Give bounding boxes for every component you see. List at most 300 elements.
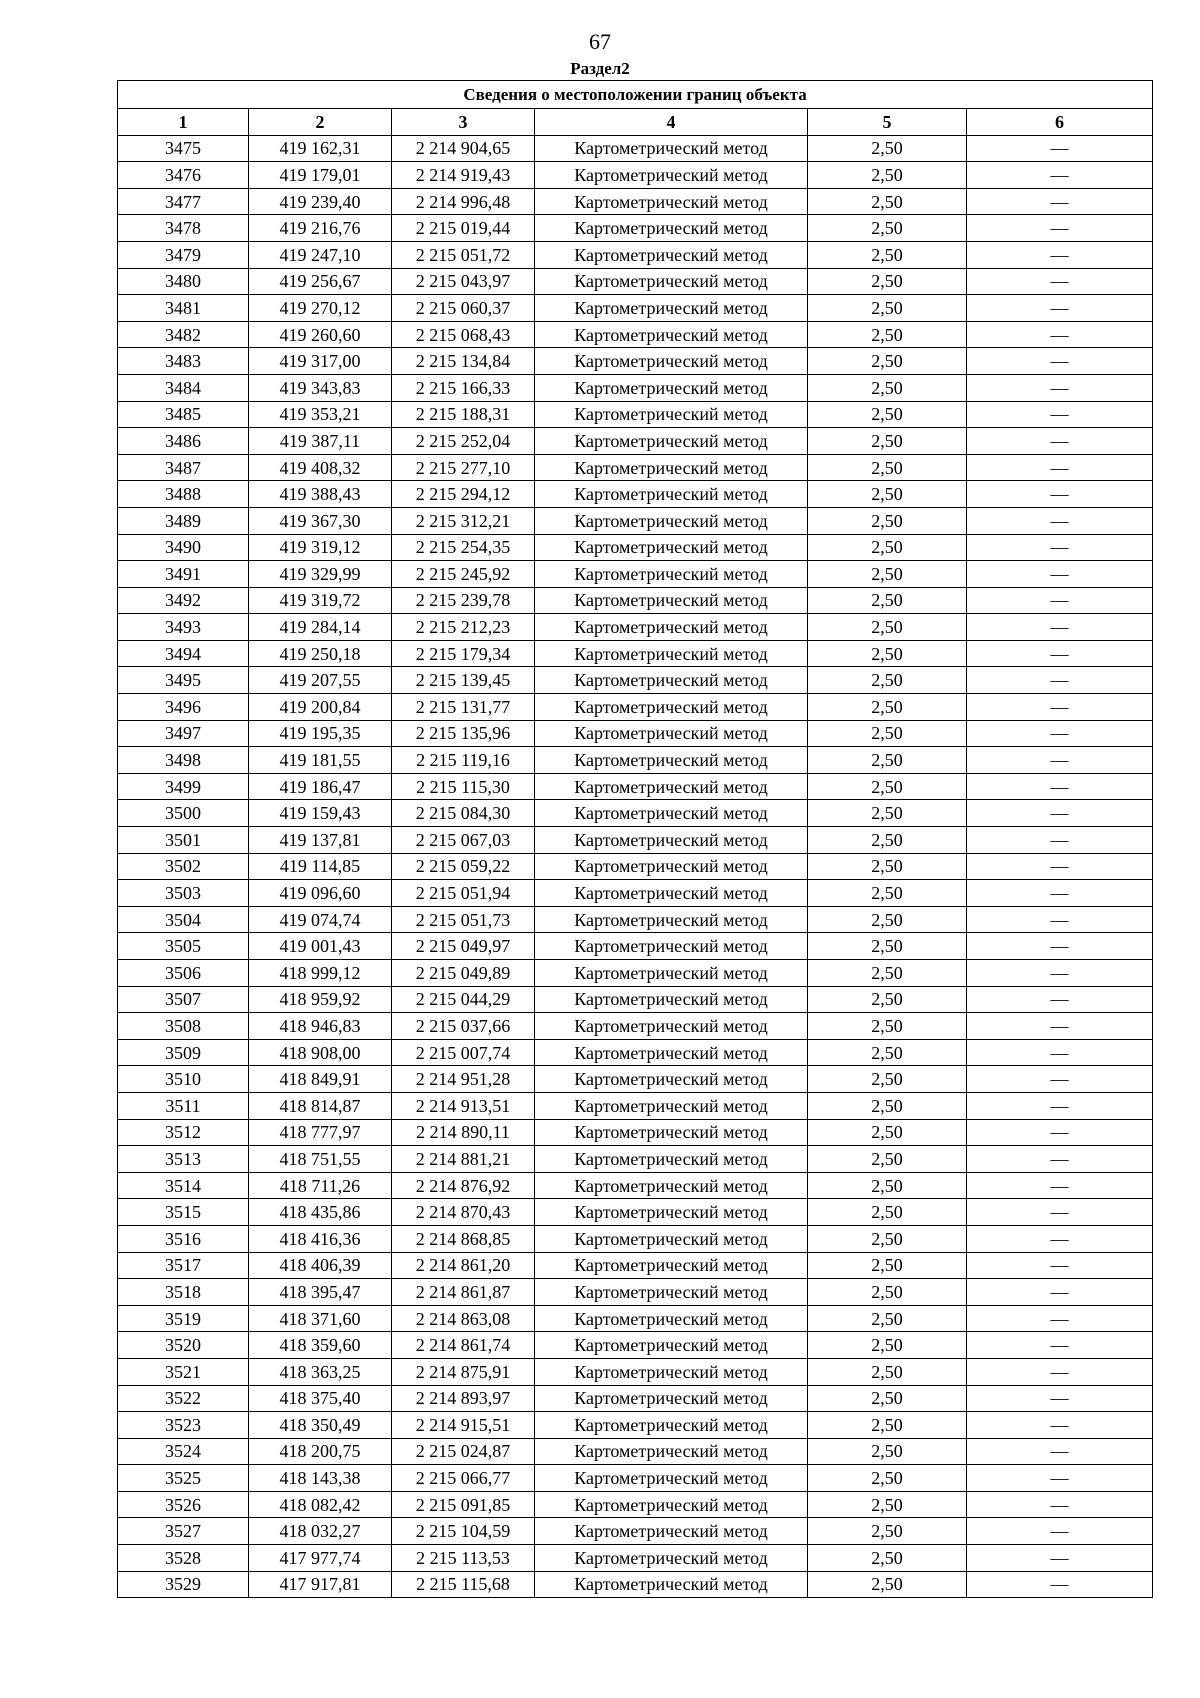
y-coordinate-cell: 2 214 861,20 — [392, 1252, 535, 1279]
point-number-cell: 3495 — [118, 667, 249, 694]
table-row — [118, 1518, 1153, 1545]
table-row — [118, 321, 1153, 348]
point-number-cell: 3528 — [118, 1545, 249, 1572]
table-row — [118, 1172, 1153, 1199]
point-number-cell: 3525 — [118, 1465, 249, 1492]
page-number: 67 — [589, 29, 611, 54]
note-cell: — — [967, 215, 1153, 242]
note-cell: — — [967, 694, 1153, 721]
y-coordinate-cell: 2 215 119,16 — [392, 747, 535, 774]
y-coordinate-cell: 2 215 049,97 — [392, 933, 535, 960]
method-cell: Картометрический метод — [535, 1092, 808, 1119]
precision-cell: 2,50 — [808, 667, 967, 694]
x-coordinate-cell: 419 195,35 — [249, 720, 392, 747]
precision-cell: 2,50 — [808, 587, 967, 614]
column-header: 5 — [808, 109, 967, 136]
y-coordinate-cell: 2 215 066,77 — [392, 1465, 535, 1492]
method-cell: Картометрический метод — [535, 747, 808, 774]
precision-cell: 2,50 — [808, 374, 967, 401]
table-row — [118, 188, 1153, 215]
table-row — [118, 773, 1153, 800]
x-coordinate-cell: 418 416,36 — [249, 1225, 392, 1252]
y-coordinate-cell: 2 215 277,10 — [392, 454, 535, 481]
table-row — [118, 1332, 1153, 1359]
precision-cell: 2,50 — [808, 1545, 967, 1572]
y-coordinate-cell: 2 214 951,28 — [392, 1066, 535, 1093]
point-number-cell: 3484 — [118, 374, 249, 401]
y-coordinate-cell: 2 215 024,87 — [392, 1438, 535, 1465]
method-cell: Картометрический метод — [535, 1332, 808, 1359]
x-coordinate-cell: 419 329,99 — [249, 561, 392, 588]
point-number-cell: 3475 — [118, 135, 249, 162]
method-cell: Картометрический метод — [535, 135, 808, 162]
y-coordinate-cell: 2 215 051,94 — [392, 880, 535, 907]
note-cell: — — [967, 933, 1153, 960]
x-coordinate-cell: 419 162,31 — [249, 135, 392, 162]
y-coordinate-cell: 2 215 312,21 — [392, 507, 535, 534]
table-row — [118, 694, 1153, 721]
method-cell: Картометрический метод — [535, 667, 808, 694]
note-cell: — — [967, 1438, 1153, 1465]
method-cell: Картометрический метод — [535, 720, 808, 747]
precision-cell: 2,50 — [808, 1332, 967, 1359]
y-coordinate-cell: 2 215 084,30 — [392, 800, 535, 827]
point-number-cell: 3504 — [118, 906, 249, 933]
method-cell: Картометрический метод — [535, 640, 808, 667]
note-cell: — — [967, 1385, 1153, 1412]
note-cell: — — [967, 800, 1153, 827]
precision-cell: 2,50 — [808, 1518, 967, 1545]
x-coordinate-cell: 419 319,12 — [249, 534, 392, 561]
method-cell: Картометрический метод — [535, 321, 808, 348]
x-coordinate-cell: 418 395,47 — [249, 1279, 392, 1306]
method-cell: Картометрический метод — [535, 1412, 808, 1439]
note-cell: — — [967, 667, 1153, 694]
note-cell: — — [967, 1225, 1153, 1252]
y-coordinate-cell: 2 215 252,04 — [392, 428, 535, 455]
y-coordinate-cell: 2 214 904,65 — [392, 135, 535, 162]
note-cell: — — [967, 1279, 1153, 1306]
table-row — [118, 507, 1153, 534]
x-coordinate-cell: 419 270,12 — [249, 295, 392, 322]
precision-cell: 2,50 — [808, 321, 967, 348]
precision-cell: 2,50 — [808, 1438, 967, 1465]
y-coordinate-cell: 2 214 881,21 — [392, 1146, 535, 1173]
table-row — [118, 614, 1153, 641]
precision-cell: 2,50 — [808, 1465, 967, 1492]
point-number-cell: 3510 — [118, 1066, 249, 1093]
note-cell: — — [967, 1571, 1153, 1598]
note-cell: — — [967, 295, 1153, 322]
method-cell: Картометрический метод — [535, 986, 808, 1013]
method-cell: Картометрический метод — [535, 215, 808, 242]
precision-cell: 2,50 — [808, 561, 967, 588]
method-cell: Картометрический метод — [535, 1571, 808, 1598]
point-number-cell: 3493 — [118, 614, 249, 641]
table-row — [118, 1066, 1153, 1093]
method-cell: Картометрический метод — [535, 561, 808, 588]
method-cell: Картометрический метод — [535, 374, 808, 401]
precision-cell: 2,50 — [808, 906, 967, 933]
y-coordinate-cell: 2 215 044,29 — [392, 986, 535, 1013]
column-header: 1 — [118, 109, 249, 136]
point-number-cell: 3515 — [118, 1199, 249, 1226]
note-cell: — — [967, 720, 1153, 747]
x-coordinate-cell: 419 284,14 — [249, 614, 392, 641]
method-cell: Картометрический метод — [535, 1545, 808, 1572]
note-cell: — — [967, 534, 1153, 561]
method-cell: Картометрический метод — [535, 295, 808, 322]
method-cell: Картометрический метод — [535, 694, 808, 721]
table-row — [118, 241, 1153, 268]
x-coordinate-cell: 418 200,75 — [249, 1438, 392, 1465]
point-number-cell: 3508 — [118, 1013, 249, 1040]
y-coordinate-cell: 2 214 915,51 — [392, 1412, 535, 1439]
note-cell: — — [967, 1066, 1153, 1093]
x-coordinate-cell: 419 239,40 — [249, 188, 392, 215]
x-coordinate-cell: 418 363,25 — [249, 1358, 392, 1385]
method-cell: Картометрический метод — [535, 853, 808, 880]
x-coordinate-cell: 419 367,30 — [249, 507, 392, 534]
x-coordinate-cell: 418 435,86 — [249, 1199, 392, 1226]
precision-cell: 2,50 — [808, 241, 967, 268]
point-number-cell: 3502 — [118, 853, 249, 880]
table-row — [118, 401, 1153, 428]
note-cell: — — [967, 374, 1153, 401]
point-number-cell: 3529 — [118, 1571, 249, 1598]
x-coordinate-cell: 417 917,81 — [249, 1571, 392, 1598]
x-coordinate-cell: 419 207,55 — [249, 667, 392, 694]
column-header: 4 — [535, 109, 808, 136]
note-cell: — — [967, 561, 1153, 588]
boundary-coordinates-table — [117, 80, 1153, 1598]
method-cell: Картометрический метод — [535, 454, 808, 481]
x-coordinate-cell: 418 751,55 — [249, 1146, 392, 1173]
x-coordinate-cell: 419 250,18 — [249, 640, 392, 667]
x-coordinate-cell: 418 032,27 — [249, 1518, 392, 1545]
note-cell: — — [967, 1039, 1153, 1066]
y-coordinate-cell: 2 215 245,92 — [392, 561, 535, 588]
note-cell: — — [967, 1412, 1153, 1439]
table-row — [118, 295, 1153, 322]
column-header: 3 — [392, 109, 535, 136]
point-number-cell: 3518 — [118, 1279, 249, 1306]
point-number-cell: 3488 — [118, 481, 249, 508]
precision-cell: 2,50 — [808, 1199, 967, 1226]
x-coordinate-cell: 418 143,38 — [249, 1465, 392, 1492]
table-row — [118, 374, 1153, 401]
note-cell: — — [967, 960, 1153, 987]
table-row — [118, 1013, 1153, 1040]
column-header: 2 — [249, 109, 392, 136]
y-coordinate-cell: 2 215 139,45 — [392, 667, 535, 694]
table-row — [118, 800, 1153, 827]
method-cell: Картометрический метод — [535, 481, 808, 508]
table-row — [118, 880, 1153, 907]
table-row — [118, 587, 1153, 614]
point-number-cell: 3492 — [118, 587, 249, 614]
table-row — [118, 1385, 1153, 1412]
point-number-cell: 3521 — [118, 1358, 249, 1385]
point-number-cell: 3520 — [118, 1332, 249, 1359]
column-header: 6 — [967, 109, 1153, 136]
precision-cell: 2,50 — [808, 135, 967, 162]
x-coordinate-cell: 419 159,43 — [249, 800, 392, 827]
precision-cell: 2,50 — [808, 268, 967, 295]
note-cell: — — [967, 162, 1153, 189]
precision-cell: 2,50 — [808, 428, 967, 455]
x-coordinate-cell: 418 359,60 — [249, 1332, 392, 1359]
y-coordinate-cell: 2 214 875,91 — [392, 1358, 535, 1385]
table-caption: Сведения о местоположении границ объекта — [118, 81, 1153, 109]
x-coordinate-cell: 418 371,60 — [249, 1305, 392, 1332]
table-row — [118, 1039, 1153, 1066]
precision-cell: 2,50 — [808, 720, 967, 747]
x-coordinate-cell: 419 074,74 — [249, 906, 392, 933]
x-coordinate-cell: 418 406,39 — [249, 1252, 392, 1279]
point-number-cell: 3527 — [118, 1518, 249, 1545]
note-cell: — — [967, 507, 1153, 534]
x-coordinate-cell: 418 814,87 — [249, 1092, 392, 1119]
y-coordinate-cell: 2 215 131,77 — [392, 694, 535, 721]
x-coordinate-cell: 418 999,12 — [249, 960, 392, 987]
precision-cell: 2,50 — [808, 188, 967, 215]
point-number-cell: 3478 — [118, 215, 249, 242]
method-cell: Картометрический метод — [535, 1491, 808, 1518]
x-coordinate-cell: 418 777,97 — [249, 1119, 392, 1146]
method-cell: Картометрический метод — [535, 1146, 808, 1173]
x-coordinate-cell: 419 256,67 — [249, 268, 392, 295]
x-coordinate-cell: 419 114,85 — [249, 853, 392, 880]
x-coordinate-cell: 417 977,74 — [249, 1545, 392, 1572]
point-number-cell: 3499 — [118, 773, 249, 800]
method-cell: Картометрический метод — [535, 614, 808, 641]
precision-cell: 2,50 — [808, 747, 967, 774]
method-cell: Картометрический метод — [535, 1013, 808, 1040]
y-coordinate-cell: 2 215 212,23 — [392, 614, 535, 641]
precision-cell: 2,50 — [808, 162, 967, 189]
precision-cell: 2,50 — [808, 348, 967, 375]
point-number-cell: 3513 — [118, 1146, 249, 1173]
point-number-cell: 3505 — [118, 933, 249, 960]
point-number-cell: 3522 — [118, 1385, 249, 1412]
precision-cell: 2,50 — [808, 1491, 967, 1518]
table-row — [118, 454, 1153, 481]
note-cell: — — [967, 454, 1153, 481]
precision-cell: 2,50 — [808, 880, 967, 907]
y-coordinate-cell: 2 214 890,11 — [392, 1119, 535, 1146]
point-number-cell: 3511 — [118, 1092, 249, 1119]
note-cell: — — [967, 1518, 1153, 1545]
table-caption-row — [118, 81, 1153, 109]
note-cell: — — [967, 428, 1153, 455]
point-number-cell: 3514 — [118, 1172, 249, 1199]
y-coordinate-cell: 2 215 091,85 — [392, 1491, 535, 1518]
method-cell: Картометрический метод — [535, 1385, 808, 1412]
point-number-cell: 3498 — [118, 747, 249, 774]
method-cell: Картометрический метод — [535, 773, 808, 800]
precision-cell: 2,50 — [808, 454, 967, 481]
table-row — [118, 348, 1153, 375]
method-cell: Картометрический метод — [535, 1279, 808, 1306]
y-coordinate-cell: 2 214 863,08 — [392, 1305, 535, 1332]
note-cell: — — [967, 614, 1153, 641]
note-cell: — — [967, 827, 1153, 854]
method-cell: Картометрический метод — [535, 880, 808, 907]
note-cell: — — [967, 880, 1153, 907]
x-coordinate-cell: 418 082,42 — [249, 1491, 392, 1518]
precision-cell: 2,50 — [808, 1146, 967, 1173]
point-number-cell: 3501 — [118, 827, 249, 854]
note-cell: — — [967, 587, 1153, 614]
x-coordinate-cell: 419 353,21 — [249, 401, 392, 428]
note-cell: — — [967, 906, 1153, 933]
note-cell: — — [967, 1146, 1153, 1173]
x-coordinate-cell: 419 200,84 — [249, 694, 392, 721]
y-coordinate-cell: 2 214 861,87 — [392, 1279, 535, 1306]
x-coordinate-cell: 418 375,40 — [249, 1385, 392, 1412]
y-coordinate-cell: 2 215 051,73 — [392, 906, 535, 933]
note-cell: — — [967, 747, 1153, 774]
x-coordinate-cell: 419 216,76 — [249, 215, 392, 242]
note-cell: — — [967, 1332, 1153, 1359]
point-number-cell: 3494 — [118, 640, 249, 667]
point-number-cell: 3482 — [118, 321, 249, 348]
y-coordinate-cell: 2 215 294,12 — [392, 481, 535, 508]
point-number-cell: 3512 — [118, 1119, 249, 1146]
method-cell: Картометрический метод — [535, 1252, 808, 1279]
table-row — [118, 1358, 1153, 1385]
x-coordinate-cell: 419 388,43 — [249, 481, 392, 508]
method-cell: Картометрический метод — [535, 800, 808, 827]
table-row — [118, 667, 1153, 694]
table-row — [118, 1491, 1153, 1518]
method-cell: Картометрический метод — [535, 1119, 808, 1146]
precision-cell: 2,50 — [808, 1172, 967, 1199]
point-number-cell: 3480 — [118, 268, 249, 295]
method-cell: Картометрический метод — [535, 933, 808, 960]
x-coordinate-cell: 419 179,01 — [249, 162, 392, 189]
note-cell: — — [967, 321, 1153, 348]
note-cell: — — [967, 1013, 1153, 1040]
y-coordinate-cell: 2 214 919,43 — [392, 162, 535, 189]
precision-cell: 2,50 — [808, 960, 967, 987]
x-coordinate-cell: 418 946,83 — [249, 1013, 392, 1040]
table-row — [118, 1092, 1153, 1119]
table-row — [118, 1199, 1153, 1226]
precision-cell: 2,50 — [808, 986, 967, 1013]
point-number-cell: 3491 — [118, 561, 249, 588]
y-coordinate-cell: 2 214 876,92 — [392, 1172, 535, 1199]
y-coordinate-cell: 2 215 059,22 — [392, 853, 535, 880]
method-cell: Картометрический метод — [535, 1358, 808, 1385]
table-row — [118, 1305, 1153, 1332]
precision-cell: 2,50 — [808, 1571, 967, 1598]
note-cell: — — [967, 241, 1153, 268]
x-coordinate-cell: 419 247,10 — [249, 241, 392, 268]
precision-cell: 2,50 — [808, 933, 967, 960]
y-coordinate-cell: 2 215 060,37 — [392, 295, 535, 322]
precision-cell: 2,50 — [808, 1013, 967, 1040]
precision-cell: 2,50 — [808, 827, 967, 854]
table-row — [118, 215, 1153, 242]
note-cell: — — [967, 773, 1153, 800]
y-coordinate-cell: 2 214 868,85 — [392, 1225, 535, 1252]
note-cell: — — [967, 1305, 1153, 1332]
x-coordinate-cell: 418 908,00 — [249, 1039, 392, 1066]
precision-cell: 2,50 — [808, 1252, 967, 1279]
table-row — [118, 1225, 1153, 1252]
table-row — [118, 747, 1153, 774]
table-row — [118, 268, 1153, 295]
y-coordinate-cell: 2 215 239,78 — [392, 587, 535, 614]
precision-cell: 2,50 — [808, 1305, 967, 1332]
method-cell: Картометрический метод — [535, 241, 808, 268]
table-row — [118, 640, 1153, 667]
y-coordinate-cell: 2 215 113,53 — [392, 1545, 535, 1572]
note-cell: — — [967, 135, 1153, 162]
table-row — [118, 1412, 1153, 1439]
y-coordinate-cell: 2 215 115,30 — [392, 773, 535, 800]
point-number-cell: 3476 — [118, 162, 249, 189]
y-coordinate-cell: 2 215 068,43 — [392, 321, 535, 348]
y-coordinate-cell: 2 214 913,51 — [392, 1092, 535, 1119]
method-cell: Картометрический метод — [535, 1172, 808, 1199]
precision-cell: 2,50 — [808, 1119, 967, 1146]
method-cell: Картометрический метод — [535, 1305, 808, 1332]
point-number-cell: 3517 — [118, 1252, 249, 1279]
table-row — [118, 1438, 1153, 1465]
x-coordinate-cell: 418 959,92 — [249, 986, 392, 1013]
point-number-cell: 3509 — [118, 1039, 249, 1066]
y-coordinate-cell: 2 215 043,97 — [392, 268, 535, 295]
precision-cell: 2,50 — [808, 853, 967, 880]
method-cell: Картометрический метод — [535, 268, 808, 295]
table-row — [118, 1252, 1153, 1279]
point-number-cell: 3479 — [118, 241, 249, 268]
point-number-cell: 3483 — [118, 348, 249, 375]
precision-cell: 2,50 — [808, 1279, 967, 1306]
y-coordinate-cell: 2 215 104,59 — [392, 1518, 535, 1545]
point-number-cell: 3503 — [118, 880, 249, 907]
precision-cell: 2,50 — [808, 295, 967, 322]
table-row — [118, 561, 1153, 588]
method-cell: Картометрический метод — [535, 1199, 808, 1226]
table-row — [118, 933, 1153, 960]
table-row — [118, 534, 1153, 561]
point-number-cell: 3500 — [118, 800, 249, 827]
table-row — [118, 162, 1153, 189]
precision-cell: 2,50 — [808, 614, 967, 641]
point-number-cell: 3486 — [118, 428, 249, 455]
note-cell: — — [967, 1172, 1153, 1199]
note-cell: — — [967, 1358, 1153, 1385]
table-row — [118, 481, 1153, 508]
point-number-cell: 3497 — [118, 720, 249, 747]
x-coordinate-cell: 419 317,00 — [249, 348, 392, 375]
precision-cell: 2,50 — [808, 215, 967, 242]
note-cell: — — [967, 853, 1153, 880]
table-row — [118, 853, 1153, 880]
method-cell: Картометрический метод — [535, 1518, 808, 1545]
table-body — [118, 135, 1153, 1598]
point-number-cell: 3524 — [118, 1438, 249, 1465]
note-cell: — — [967, 348, 1153, 375]
note-cell: — — [967, 1545, 1153, 1572]
precision-cell: 2,50 — [808, 640, 967, 667]
x-coordinate-cell: 419 260,60 — [249, 321, 392, 348]
note-cell: — — [967, 1252, 1153, 1279]
